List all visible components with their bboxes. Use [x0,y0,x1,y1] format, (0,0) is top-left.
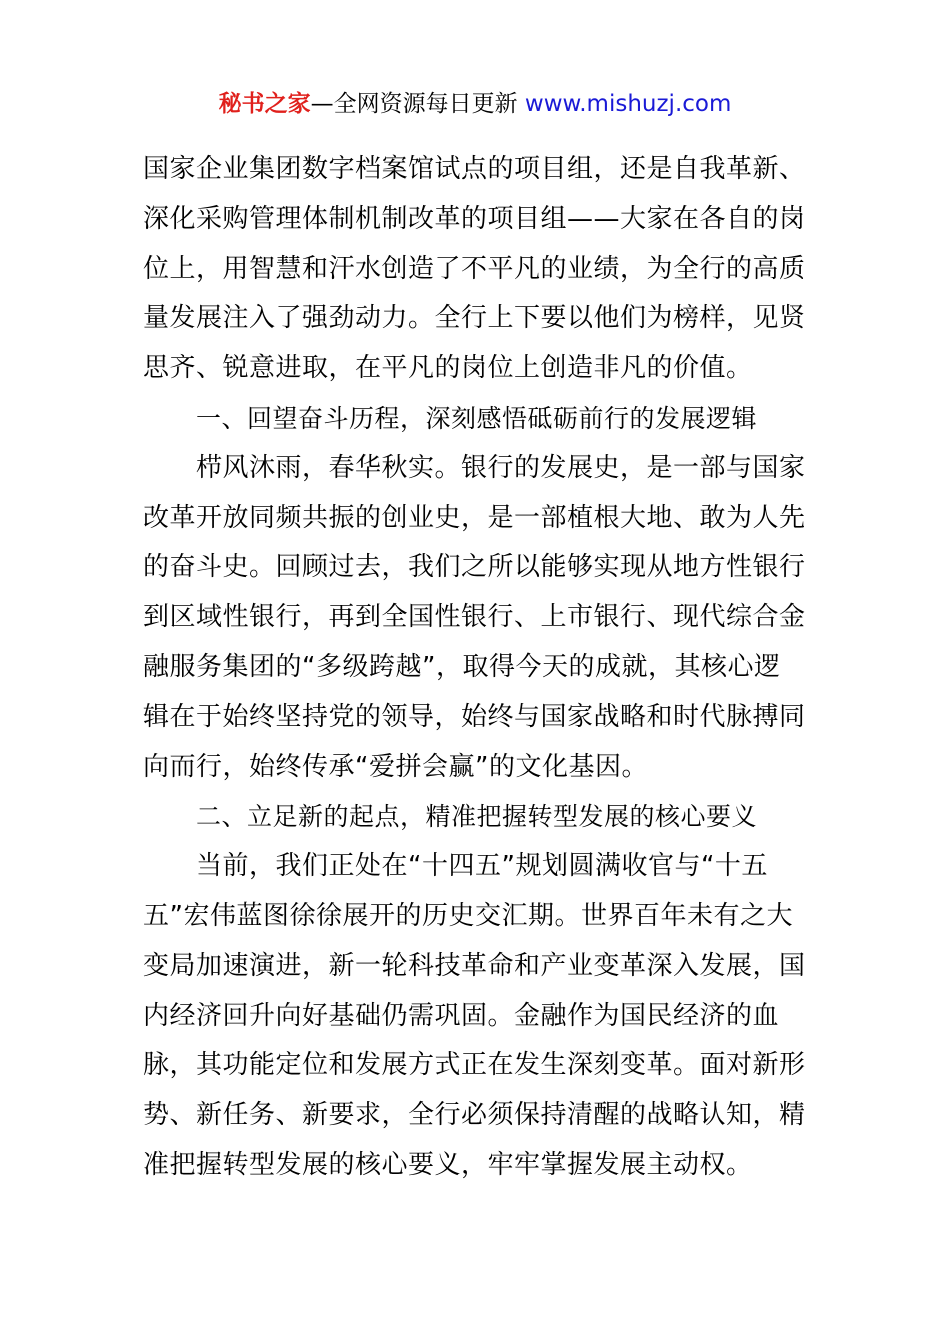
paragraph-line: 到区域性银行，再到全国性银行、上市银行、现代综合金 [143,602,806,633]
paragraph-line: 改革开放同频共振的创业史，是一部植根大地、敢为人先 [143,502,806,533]
paragraph-line: 势、新任务、新要求，全行必须保持清醒的战略认知，精 [143,1100,806,1131]
paragraph-line: 向而行，始终传承“爱拼会赢”的文化基因。 [143,751,648,782]
header-tagline: —全网资源每日更新 [310,91,525,117]
header-url-link[interactable]: www.mishuzj.com [524,91,732,117]
paragraph-line: 内经济回升向好基础仍需巩固。金融作为国民经济的血 [143,1000,780,1031]
paragraph-line: 融服务集团的“多级跨越”，取得今天的成就，其核心逻 [143,651,781,682]
paragraph-line: 变局加速演进，新一轮科技革命和产业变革深入发展，国 [143,950,806,981]
paragraph-line: 思齐、锐意进取，在平凡的岗位上创造非凡的价值。 [143,353,753,384]
paragraph-line: 深化采购管理体制机制改革的项目组——大家在各自的岗 [143,203,806,234]
paragraph-line: 栉风沐雨，春华秋实。银行的发展史，是一部与国家 [196,452,806,483]
header-brand: 秘书之家 [218,91,311,117]
paragraph-line: 脉，其功能定位和发展方式正在发生深刻变革。面对新形 [143,1050,806,1081]
section-heading-1: 一、回望奋斗历程，深刻感悟砥砺前行的发展逻辑 [196,403,758,433]
paragraph-line: 辑在于始终坚持党的领导，始终与国家战略和时代脉搏同 [143,701,806,732]
section-heading-2: 二、立足新的起点，精准把握转型发展的核心要义 [196,802,758,832]
page-header [0,86,950,122]
paragraph-line: 量发展注入了强劲动力。全行上下要以他们为榜样，见贤 [143,303,806,334]
paragraph-line: 的奋斗史。回顾过去，我们之所以能够实现从地方性银行 [143,552,806,583]
paragraph-line: 国家企业集团数字档案馆试点的项目组，还是自我革新、 [143,154,806,184]
paragraph-line: 五”宏伟蓝图徐徐展开的历史交汇期。世界百年未有之大 [143,900,793,931]
paragraph-line: 位上，用智慧和汗水创造了不平凡的业绩，为全行的高质 [143,253,806,284]
body-text [143,145,808,1191]
paragraph-line: 当前，我们正处在“十四五”规划圆满收官与“十五 [196,851,768,882]
paragraph-line: 准把握转型发展的核心要义，牢牢掌握发展主动权。 [143,1149,753,1180]
